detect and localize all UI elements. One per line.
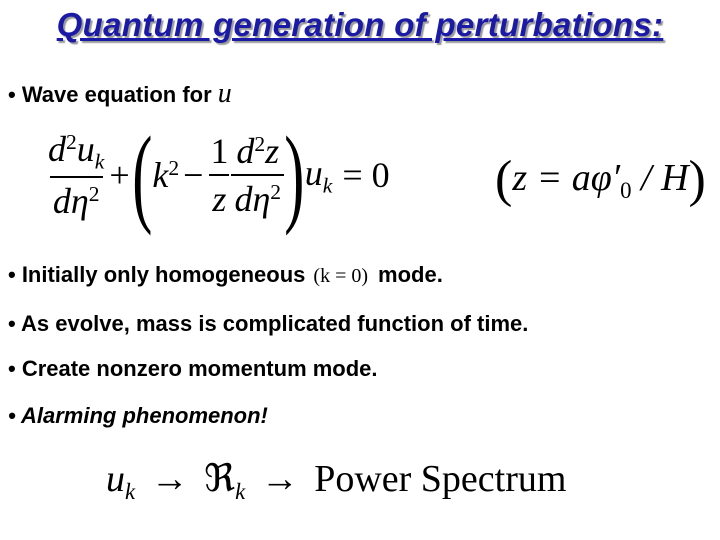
one-over-z: $\frac{1}{z}$ (210, 131, 229, 219)
u-k: $u_k$ (304, 152, 333, 198)
bullet-homogeneous-post: mode. (378, 262, 443, 287)
bullet-mass-evolve: • As evolve, mass is complicated function of time. (8, 311, 529, 336)
equals-zero: = 0 (342, 155, 390, 195)
bullet-homogeneous-pre: • Initially only homogeneous (8, 262, 306, 287)
power-spectrum-label: Power Spectrum (314, 458, 567, 500)
bullet-wave-equation-var: u (217, 78, 232, 109)
z-definition: $(z = a\varphi'_0 / H)$ (495, 151, 706, 208)
plus-sign: + (109, 155, 130, 195)
bullet-alarming: • Alarming phenomenon! (8, 403, 268, 428)
arrow-icon: → (260, 458, 299, 500)
d2z-over-deta2: $\frac{d^2z}{d\eta^2}$ (231, 130, 284, 220)
right-paren: ) (284, 114, 305, 236)
power-spectrum-chain: $u_k$ → ℜ$_k$ → Power Spectrum (106, 458, 567, 504)
bullet-momentum-mode: • Create nonzero momentum mode. (8, 356, 378, 381)
k-squared: $k^2$ (152, 155, 180, 195)
wave-equation (45, 114, 390, 236)
wave-eq-first-fraction: $\frac{d^2u_k}{d\eta^2}$ (48, 128, 105, 222)
slide-title: Quantum generation of perturbations: (56, 6, 664, 43)
arrow-icon: → (150, 458, 189, 500)
left-paren: ( (131, 114, 153, 236)
minus-sign: − (183, 155, 204, 195)
bullet-wave-equation (8, 78, 232, 110)
k-zero-math: (k = 0) (313, 265, 369, 287)
bullet-wave-equation-text: • Wave equation for (8, 82, 218, 107)
bullet-homogeneous (8, 262, 443, 288)
